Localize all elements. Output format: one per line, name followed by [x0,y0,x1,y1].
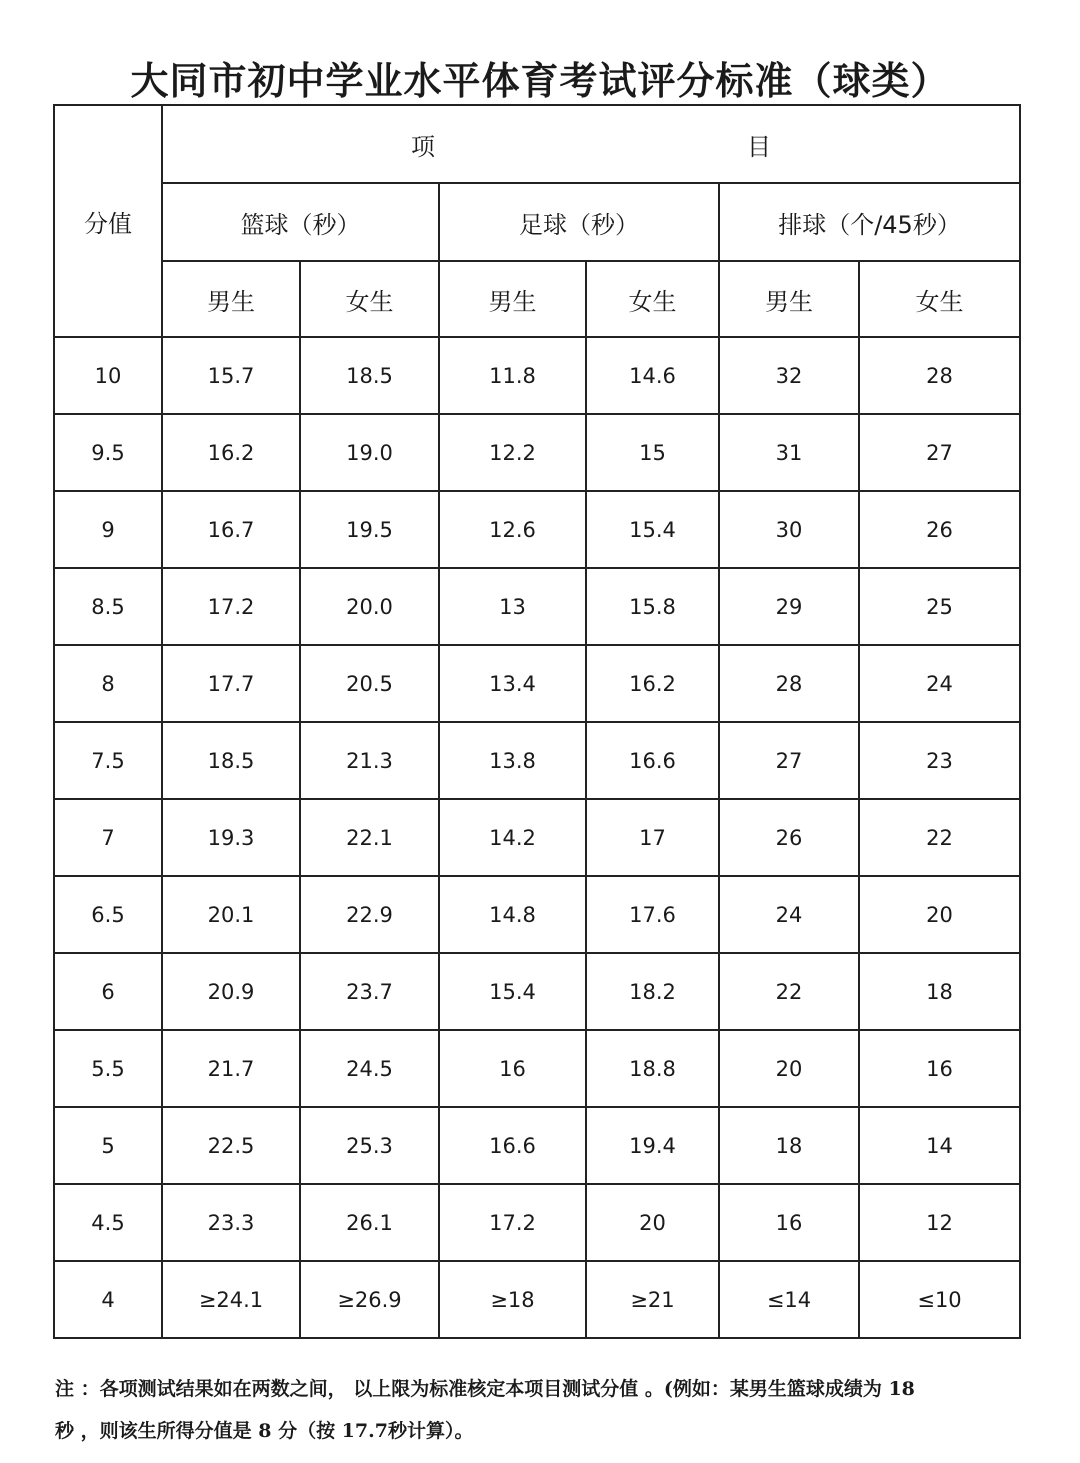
score-cell: 7 [54,799,162,876]
basketball-female-cell: 25.3 [300,1107,439,1184]
football-male-cell: 11.8 [439,337,586,414]
football-female-header: 女生 [586,261,719,337]
football-male-cell: 16.6 [439,1107,586,1184]
volleyball-male-cell: 28 [719,645,859,722]
football-male-cell: 13.4 [439,645,586,722]
table-row [54,1107,1020,1184]
volleyball-female-cell: 18 [859,953,1020,1030]
basketball-male-cell: 16.2 [162,414,300,491]
basketball-female-cell: 20.5 [300,645,439,722]
score-cell: 5.5 [54,1030,162,1107]
volleyball-male-cell: 22 [719,953,859,1030]
volleyball-male-header: 男生 [719,261,859,337]
volleyball-header: 排球（个/45秒） [719,183,1020,261]
football-female-cell: 17 [586,799,719,876]
basketball-male-cell: 22.5 [162,1107,300,1184]
table-row [54,337,1020,414]
table-row [54,1184,1020,1261]
score-cell: 8 [54,645,162,722]
basketball-female-cell: 22.1 [300,799,439,876]
football-female-cell: 16.2 [586,645,719,722]
volleyball-female-cell: 24 [859,645,1020,722]
volleyball-female-cell: 27 [859,414,1020,491]
basketball-male-cell: 16.7 [162,491,300,568]
volleyball-male-cell: 32 [719,337,859,414]
score-cell: 4 [54,1261,162,1338]
basketball-male-cell: 17.2 [162,568,300,645]
football-female-cell: 15.4 [586,491,719,568]
table-row [54,1261,1020,1338]
football-male-cell: 12.2 [439,414,586,491]
volleyball-female-cell: 25 [859,568,1020,645]
basketball-header: 篮球（秒） [162,183,439,261]
volleyball-male-cell: 16 [719,1184,859,1261]
footnote-line-1: 注 ：各项测试结果如在两数之间， 以上限为标准核定本项目测试分值 。(例如：某男生篮球成绩为 18 [55,1378,915,1400]
football-male-cell: ≥18 [439,1261,586,1338]
score-cell: 6 [54,953,162,1030]
volleyball-female-cell: 23 [859,722,1020,799]
football-female-cell: 18.2 [586,953,719,1030]
volleyball-female-cell: 26 [859,491,1020,568]
score-cell: 9 [54,491,162,568]
football-female-cell: ≥21 [586,1261,719,1338]
basketball-female-cell: 18.5 [300,337,439,414]
score-cell: 8.5 [54,568,162,645]
football-male-cell: 17.2 [439,1184,586,1261]
volleyball-male-cell: ≤14 [719,1261,859,1338]
basketball-male-cell: 19.3 [162,799,300,876]
football-male-cell: 16 [439,1030,586,1107]
footnote [55,1368,1055,1452]
football-male-cell: 14.8 [439,876,586,953]
football-male-cell: 13 [439,568,586,645]
score-cell: 5 [54,1107,162,1184]
volleyball-female-cell: 16 [859,1030,1020,1107]
table-row [54,414,1020,491]
basketball-female-cell: 24.5 [300,1030,439,1107]
scoring-table [53,104,1021,1339]
football-male-cell: 14.2 [439,799,586,876]
volleyball-male-cell: 30 [719,491,859,568]
score-cell: 9.5 [54,414,162,491]
football-male-header: 男生 [439,261,586,337]
score-cell: 7.5 [54,722,162,799]
volleyball-male-cell: 20 [719,1030,859,1107]
volleyball-male-cell: 26 [719,799,859,876]
volleyball-female-header: 女生 [859,261,1020,337]
basketball-female-cell: 26.1 [300,1184,439,1261]
football-female-cell: 15.8 [586,568,719,645]
basketball-male-cell: 21.7 [162,1030,300,1107]
football-male-cell: 12.6 [439,491,586,568]
score-cell: 4.5 [54,1184,162,1261]
volleyball-male-cell: 24 [719,876,859,953]
football-female-cell: 19.4 [586,1107,719,1184]
score-column-header: 分值 [54,105,162,337]
basketball-male-cell: 20.1 [162,876,300,953]
basketball-female-cell: 19.0 [300,414,439,491]
volleyball-male-cell: 27 [719,722,859,799]
volleyball-female-cell: 28 [859,337,1020,414]
basketball-male-cell: 15.7 [162,337,300,414]
table-row [54,568,1020,645]
football-header: 足球（秒） [439,183,719,261]
table-body [54,337,1020,1338]
basketball-female-header: 女生 [300,261,439,337]
basketball-female-cell: 23.7 [300,953,439,1030]
table-row [54,722,1020,799]
basketball-female-cell: 20.0 [300,568,439,645]
table-row [54,1030,1020,1107]
table-row [54,645,1020,722]
project-header: 项 目 [162,105,1020,183]
basketball-male-cell: 20.9 [162,953,300,1030]
football-male-cell: 13.8 [439,722,586,799]
volleyball-female-cell: 14 [859,1107,1020,1184]
football-male-cell: 15.4 [439,953,586,1030]
basketball-male-cell: 18.5 [162,722,300,799]
table-row [54,491,1020,568]
football-female-cell: 14.6 [586,337,719,414]
basketball-female-cell: 22.9 [300,876,439,953]
page-title: 大同市初中学业水平体育考试评分标准（球类） [130,58,950,103]
basketball-male-cell: ≥24.1 [162,1261,300,1338]
football-female-cell: 16.6 [586,722,719,799]
score-cell: 10 [54,337,162,414]
basketball-female-cell: 19.5 [300,491,439,568]
football-female-cell: 15 [586,414,719,491]
volleyball-female-cell: 22 [859,799,1020,876]
table-row [54,799,1020,876]
football-female-cell: 20 [586,1184,719,1261]
volleyball-female-cell: ≤10 [859,1261,1020,1338]
table-row [54,876,1020,953]
table-row [54,953,1020,1030]
volleyball-male-cell: 18 [719,1107,859,1184]
football-female-cell: 17.6 [586,876,719,953]
volleyball-male-cell: 31 [719,414,859,491]
volleyball-male-cell: 29 [719,568,859,645]
basketball-female-cell: 21.3 [300,722,439,799]
basketball-male-cell: 23.3 [162,1184,300,1261]
basketball-male-header: 男生 [162,261,300,337]
football-female-cell: 18.8 [586,1030,719,1107]
footnote-line-2: 秒 ，则该生所得分值是 8 分（按 17.7秒计算）。 [55,1420,474,1442]
basketball-male-cell: 17.7 [162,645,300,722]
basketball-female-cell: ≥26.9 [300,1261,439,1338]
volleyball-female-cell: 20 [859,876,1020,953]
volleyball-female-cell: 12 [859,1184,1020,1261]
score-cell: 6.5 [54,876,162,953]
